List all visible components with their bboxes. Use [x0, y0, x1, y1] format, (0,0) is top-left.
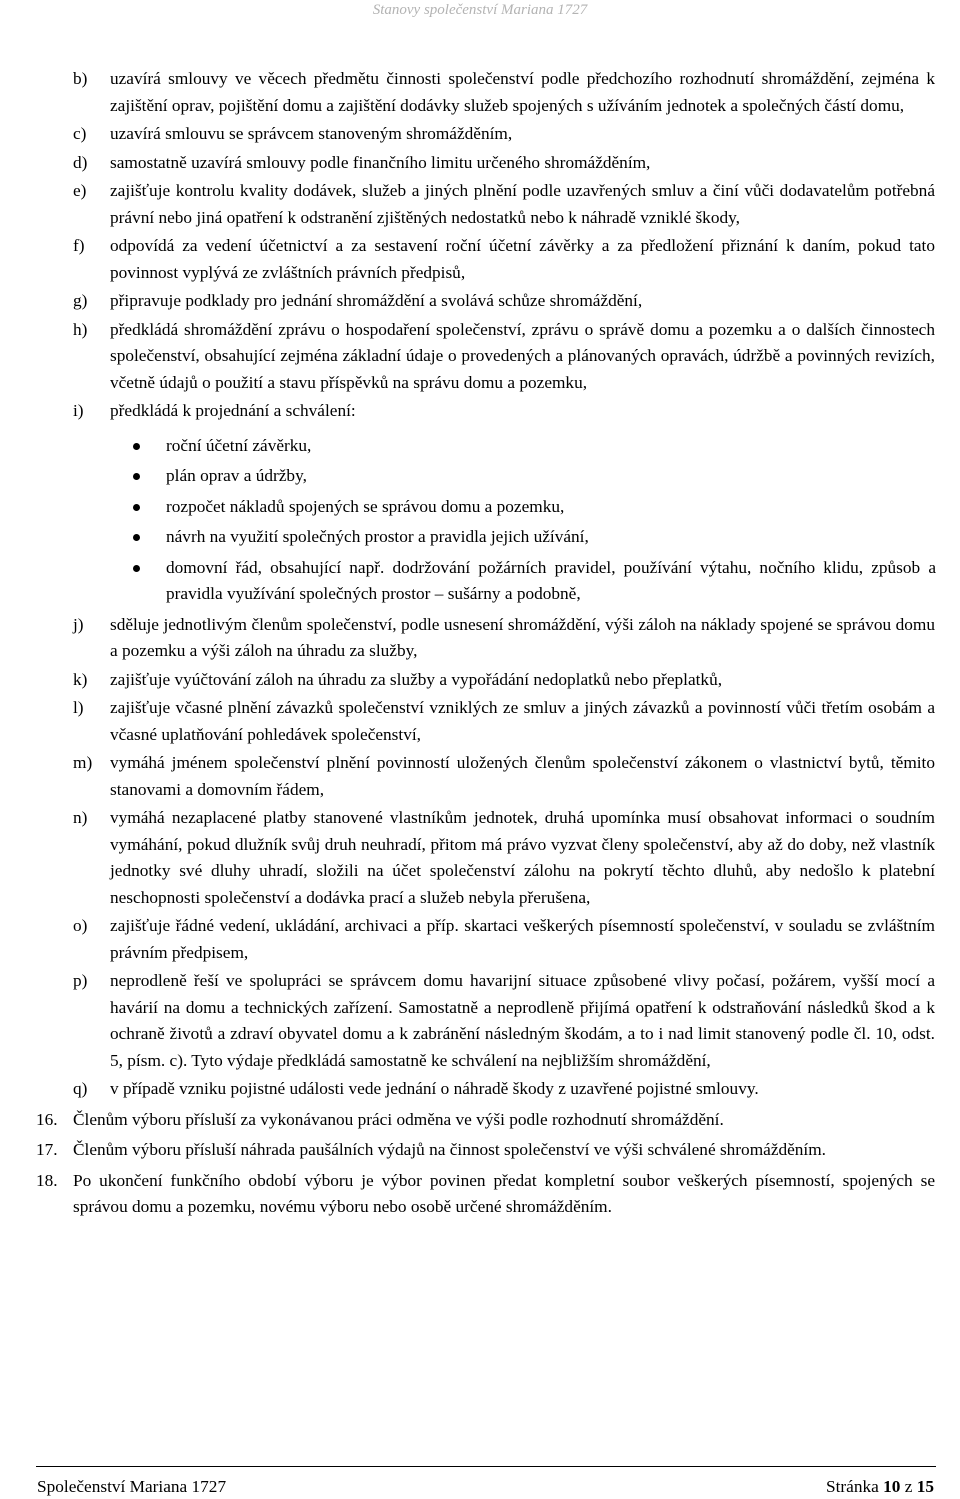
list-item	[73, 968, 935, 1074]
item-label: k)	[73, 669, 88, 689]
list-item	[73, 750, 935, 803]
running-header: Stanovy společenství Mariana 1727	[372, 2, 588, 18]
item-label: n)	[73, 808, 88, 827]
list-item	[73, 913, 935, 966]
item-text: vymáhá nezaplacené platby stanovené vlastníkům jednotek, druhá upomínka musí obsahovat informaci o soudním vymáhání, pokud dlužník svůj druh neuhradí, přitom má právo vyzvat členy společenství, aby až do doby, než vlastník jednotky své dluhy uhradí, složili na účet společenství zálohu na pokrytí těchto dluhů, aby nedošlo k platební neschopnosti společenství a dodávka prací a služeb nebyla přerušena,	[110, 808, 935, 907]
item-text: připravuje podklady pro jednání shromáždění a svolává schůze shromáždění,	[110, 291, 643, 310]
item-text: uzavírá smlouvu se správcem stanoveným shromážděním,	[110, 124, 513, 143]
bullet-dot-icon	[133, 504, 140, 511]
page-current: 10	[883, 1477, 901, 1496]
bullet-dot-icon	[133, 443, 140, 450]
item-label: i)	[73, 401, 84, 420]
page-total: 15	[916, 1477, 934, 1496]
bullet-text: plán oprav a údržby,	[166, 466, 307, 485]
item-text: neprodleně řeší ve spolupráci se správcem domu havarijní situace způsobené vlivy počasí, požárem, vyšší mocí a havárií na domu a technických zařízení. Samostatně a neprodleně přijímá opatření k odstraňování následků škod a k ochraně životů a zdraví obyvatel domu a k zabránění následným škodám, a to i nad limit stanovený podle čl. 10, odst. 5, písm. c). Tyto výdaje předkládá samostatně ke schválení na nejbližším shromáždění,	[110, 971, 935, 1070]
item-label: g)	[73, 291, 88, 310]
item-label: f)	[73, 236, 85, 255]
bullet-text: domovní řád, obsahující např. dodržování požárních pravidel, používání výtahu, nočního klidu, způsob a pravidla využívání společných prostor – sušárny a podobně,	[166, 557, 936, 603]
item-text: zajišťuje kontrolu kvality dodávek, služeb a jiných plnění podle uzavřených smluv a činí vůči dodavatelům potřebná právní nebo jiná opatření k odstranění zjištěných nedostatků nebo k náhradě vzniklé škody,	[110, 181, 935, 227]
item-label: c)	[73, 124, 87, 143]
paragraph-number: 17.	[36, 1140, 58, 1159]
item-label: p)	[73, 971, 88, 990]
list-item	[73, 1076, 935, 1103]
item-text: zajišťuje vyúčtování záloh na úhradu za služby a vypořádání nedoplatků nebo přeplatků,	[110, 669, 723, 689]
item-text: sděluje jednotlivým členům společenství, podle usnesení shromáždění, výši záloh na náklady spojené se správou domu a pozemku a výši záloh na úhradu za služby,	[110, 614, 935, 660]
bullet-text: rozpočet nákladů spojených se správou domu a pozemku,	[166, 496, 565, 516]
item-label: b)	[73, 69, 88, 88]
bullet-dot-icon	[133, 565, 140, 572]
page-word: Stránka	[825, 1477, 879, 1496]
item-label: e)	[73, 181, 87, 200]
item-text: zajišťuje řádné vedení, ukládání, archivaci a příp. skartaci veškerých písemností společenství, v souladu se zvláštním právním předpisem,	[110, 916, 935, 962]
bullet-item	[166, 555, 936, 608]
item-label: h)	[73, 319, 88, 339]
item-text: vymáhá jménem společenství plnění povinností uložených členům společenství zákonem o vlastnictví bytů, těmito stanovami a domovním řádem,	[110, 753, 935, 799]
bullet-item	[166, 494, 936, 521]
bullet-text: roční účetní závěrku,	[166, 435, 312, 455]
footer-organization: Společenství Mariana 1727	[37, 1477, 227, 1496]
list-item	[73, 398, 935, 425]
bullet-item	[166, 463, 936, 490]
list-item	[73, 233, 935, 286]
list-item	[73, 121, 935, 148]
item-label: j)	[73, 614, 84, 634]
item-text: zajišťuje včasné plnění závazků společenství vzniklých ze smluv a jiných závazků a povinností vůči třetím osobám a včasné uplatňování pohledávek společenství,	[110, 698, 935, 744]
bullet-dot-icon	[133, 534, 140, 541]
item-text: předkládá k projednání a schválení:	[110, 401, 356, 420]
footer-divider	[36, 1466, 936, 1467]
list-item	[73, 317, 935, 397]
item-label: d)	[73, 152, 88, 172]
numbered-paragraph	[36, 1137, 935, 1164]
list-item	[73, 667, 935, 694]
list-item	[73, 288, 935, 315]
numbered-paragraph	[36, 1168, 935, 1221]
item-label: o)	[73, 916, 88, 935]
item-text: samostatně uzavírá smlouvy podle finančního limitu určeného shromážděním,	[110, 152, 651, 172]
item-label: l)	[73, 698, 84, 717]
page-of: z	[904, 1477, 913, 1496]
list-item	[73, 150, 935, 177]
item-text: předkládá shromáždění zprávu o hospodaření společenství, zprávu o správě domu a pozemku a o dalších činnostech společenství, obsahující zejména základní údaje o provedených a plánovaných opravách, údržbě a povinných revizích, včetně údajů o použití a stavu příspěvků na správu domu a pozemku,	[110, 319, 935, 392]
clause-list	[0, 66, 960, 1225]
paragraph-number: 16.	[36, 1109, 58, 1129]
paragraph-number: 18.	[36, 1170, 58, 1190]
item-label: m)	[73, 753, 93, 772]
paragraph-text: Po ukončení funkčního období výboru je výbor povinen předat kompletní soubor veškerých písemností, spojených se správou domu a pozemku, novému výboru nebo osobě určené shromážděním.	[73, 1170, 935, 1216]
paragraph-text: Členům výboru přísluší za vykonávanou práci odměna ve výši podle rozhodnutí shromáždění.	[73, 1109, 724, 1129]
list-item	[73, 612, 935, 665]
paragraph-text: Členům výboru přísluší náhrada paušálních výdajů na činnost společenství ve výši schválené shromážděním.	[73, 1140, 827, 1159]
bullet-item	[166, 524, 936, 551]
item-text: odpovídá za vedení účetnictví a za sestavení roční účetní závěrky a za předložení přiznání k daním, pokud tato povinnost vyplývá ze zvláštních právních předpisů,	[110, 236, 935, 282]
item-text: uzavírá smlouvy ve věcech předmětu činnosti společenství podle předchozího rozhodnutí shromáždění, zejména k zajištění oprav, pojištění domu a zajištění dodávky služeb spojených s užíváním jednotek a společných částí domu,	[110, 69, 935, 115]
item-text: v případě vzniku pojistné události vede jednání o náhradě škody z uzavřené pojistné smlouvy.	[110, 1079, 759, 1098]
numbered-paragraph	[36, 1107, 935, 1134]
footer-page-number	[826, 1476, 934, 1498]
list-item	[73, 66, 935, 119]
bullet-item	[166, 433, 936, 460]
bullet-text: návrh na využití společných prostor a pravidla jejich užívání,	[166, 527, 589, 546]
list-item	[73, 695, 935, 748]
item-label: q)	[73, 1079, 88, 1098]
list-item	[73, 805, 935, 911]
bullet-dot-icon	[133, 473, 140, 480]
list-item	[73, 178, 935, 231]
